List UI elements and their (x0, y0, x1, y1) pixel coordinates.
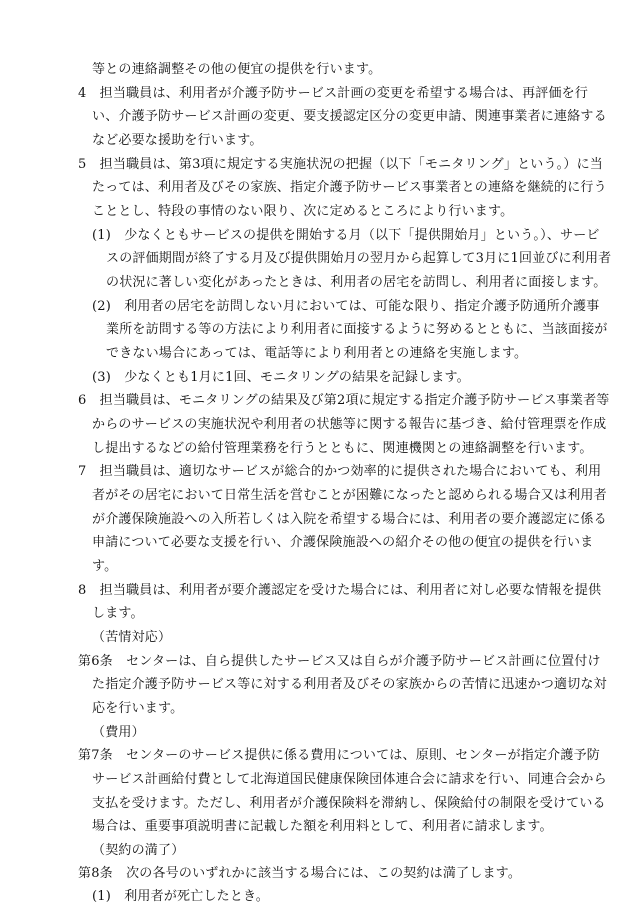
article-line: 第6条 センターは、自ら提供したサービス又は自らが介護予防サービス計画に位置付け (78, 654, 601, 669)
text-line: (1) 利用者が死亡したとき。 (92, 889, 269, 904)
text-line: 業所を訪問する等の方法により利用者に面接するように努めるとともに、当該面接が (106, 322, 608, 337)
text-line: からのサービスの実施状況や利用者の状態等に関する報告に基づき、給付管理票を作成 (92, 417, 607, 432)
section-heading: （契約の満了） (92, 843, 185, 858)
text-line: など必要な援助を行います。 (92, 133, 263, 148)
text-line: サービス計画給付費として北海道国民健康保険団体連合会に請求を行い、同連合会から (92, 772, 607, 787)
text-line: 5 担当職員は、第3項に規定する実施状況の把握（以下「モニタリング」という。）に当 (78, 157, 603, 172)
article-line: 第8条 次の各号のいずれかに該当する場合には、この契約は満了します。 (78, 866, 522, 881)
section-heading: （苦情対応） (92, 630, 172, 645)
article-line: 第7条 センターのサービス提供に係る費用については、原則、センターが指定介護予防 (78, 748, 600, 763)
text-line: 6 担当職員は、モニタリングの結果及び第2項に規定する指定介護予防サービス事業者等 (78, 393, 610, 408)
text-line: 応を行います。 (92, 701, 184, 716)
text-line: い、介護予防サービス計画の変更、要支援認定区分の変更申請、関連事業者に連絡する (92, 109, 607, 124)
text-line: 7 担当職員は、適切なサービスが総合的かつ効率的に提供された場合においても、利用 (78, 464, 602, 479)
text-line: す。 (92, 559, 118, 574)
text-line: 支払を受けます。ただし、利用者が介護保険料を滞納し、保険給付の制限を受けている (92, 796, 606, 811)
text-line: し提出するなどの給付管理業務を行うとともに、関連機関との連絡調整を行います。 (92, 441, 593, 456)
text-line: (3) 少なくとも1月に1回、モニタリングの結果を記録します。 (92, 370, 470, 385)
text-line: 8 担当職員は、利用者が要介護認定を受けた場合には、利用者に対し必要な情報を提供 (78, 583, 602, 598)
text-line: します。 (92, 606, 144, 621)
text-line: 4 担当職員は、利用者が介護予防サービス計画の変更を希望する場合は、再評価を行 (78, 86, 589, 101)
text-line: こととし、特段の事情のない限り、次に定めるところにより行います。 (92, 204, 514, 219)
text-line: スの評価期間が終了する月及び提供開始月の翌月から起算して3月に1回並びに利用者 (106, 251, 612, 266)
text-line: たっては、利用者及びその家族、指定介護予防サービス事業者との連絡を継続的に行う (92, 180, 607, 195)
text-line: できない場合にあっては、電話等により利用者との連絡を実施します。 (106, 346, 528, 361)
text-line: 等との連絡調整その他の便宜の提供を行います。 (92, 62, 382, 77)
text-line: が介護保険施設への入所若しくは入院を希望する場合には、利用者の要介護認定に係る (92, 512, 607, 527)
text-line: た指定介護予防サービス等に対する利用者及びその家族からの苦情に迅速かつ適切な対 (92, 677, 607, 692)
section-heading: （費用） (92, 725, 145, 740)
text-line: 者がその居宅において日常生活を営むことが困難になったと認められる場合又は利用者 (92, 488, 607, 503)
text-line: 場合は、重要事項説明書に記載した額を利用料として、利用者に請求します。 (92, 819, 553, 834)
text-line: (2) 利用者の居宅を訪問しない月においては、可能な限り、指定介護予防通所介護事 (92, 299, 600, 314)
text-line: の状況に著しい変化があったときは、利用者の居宅を訪問し、利用者に面接します。 (106, 275, 607, 290)
text-line: (1) 少なくともサービスの提供を開始する月（以下「提供開始月」という。）、サービ (92, 228, 600, 243)
text-line: 申請について必要な支援を行い、介護保険施設への紹介その他の便宜の提供を行いま (92, 535, 594, 550)
